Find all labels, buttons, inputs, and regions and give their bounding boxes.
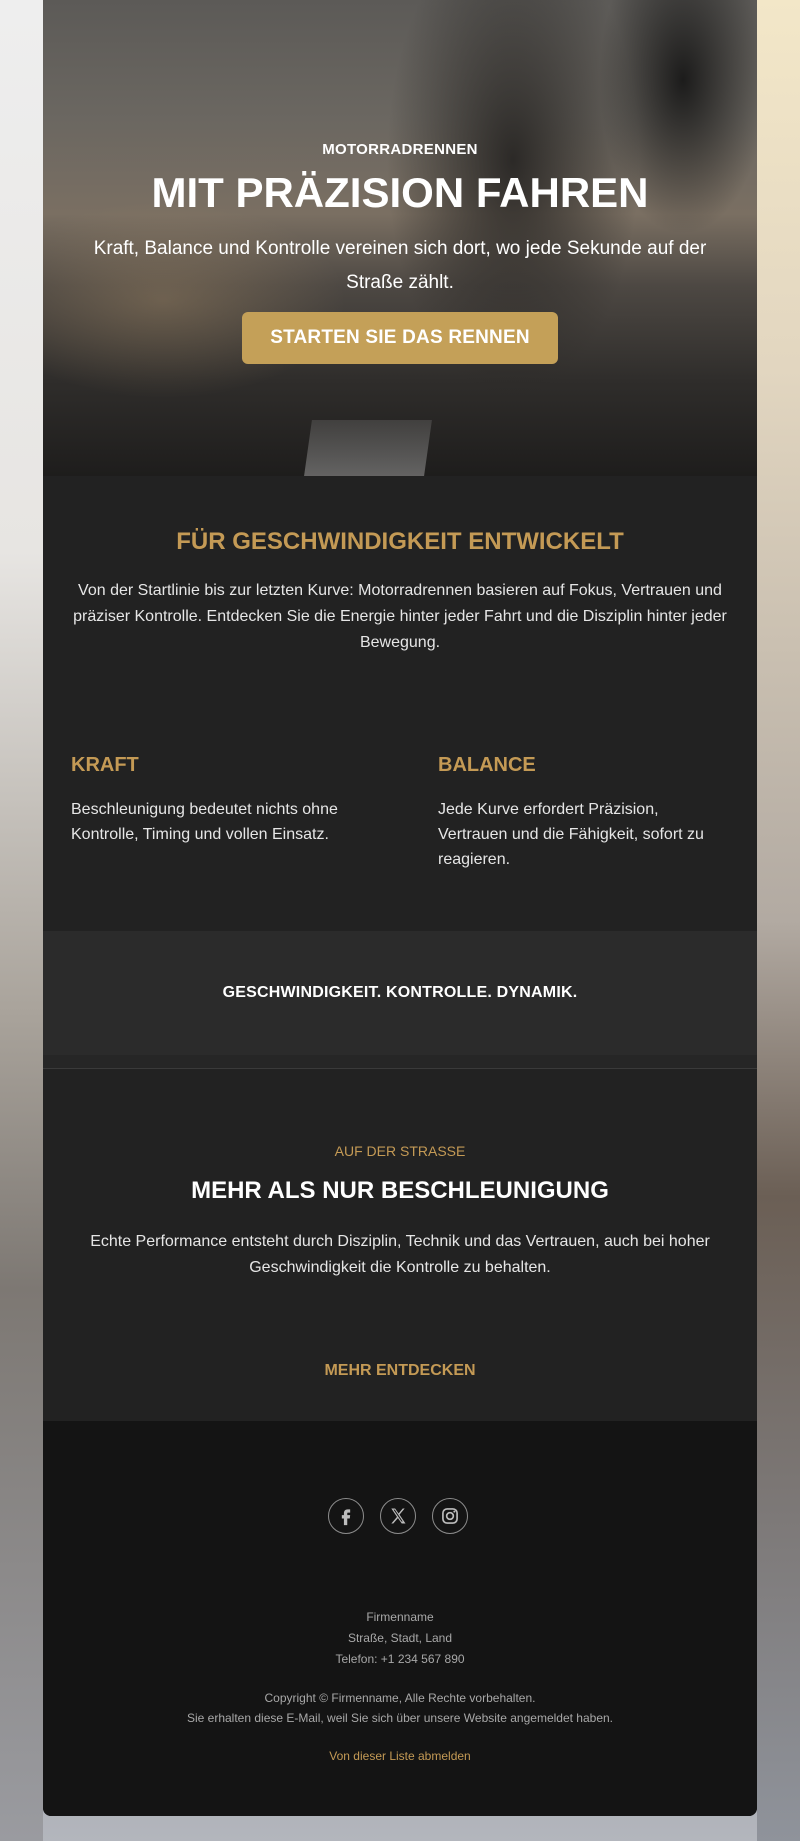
intro-title: FÜR GESCHWINDIGKEIT ENTWICKELT <box>176 528 624 555</box>
social-links <box>43 1498 757 1538</box>
company-address: Straße, Stadt, Land <box>347 1631 453 1645</box>
facebook-icon[interactable] <box>328 1498 364 1534</box>
discover-more-link[interactable]: MEHR ENTDECKEN <box>324 1362 476 1379</box>
hero-road-marking <box>304 420 432 476</box>
hero-text: Kraft, Balance und Kontrolle vereinen sich dort, wo jede Sekunde auf der Straße zählt. <box>93 238 707 294</box>
instagram-icon[interactable] <box>432 1498 468 1534</box>
x-icon[interactable] <box>380 1498 416 1534</box>
on-the-road-section <box>43 1069 757 1421</box>
hero-section <box>43 0 757 476</box>
hero-eyebrow: MOTORRADRENNEN <box>322 141 478 158</box>
hero-content <box>43 141 757 364</box>
feature-title: BALANCE <box>438 754 536 776</box>
subscription-reason: Sie erhalten diese E-Mail, weil Sie sich über unsere Website angemeldet haben. <box>186 1711 614 1725</box>
company-name: Firmenname <box>366 1610 434 1624</box>
email-container <box>43 0 757 1816</box>
footer <box>43 1421 757 1816</box>
divider <box>43 1055 757 1069</box>
copyright-text: Copyright © Firmenname, Alle Rechte vorbehalten. <box>264 1691 536 1705</box>
company-info <box>43 1607 757 1670</box>
company-phone: Telefon: +1 234 567 890 <box>335 1652 465 1666</box>
feature-column-balance <box>438 754 728 872</box>
feature-columns <box>43 754 757 931</box>
background-right <box>757 0 800 1841</box>
feature-column-power <box>71 754 361 847</box>
section-text: Echte Performance entsteht durch Disziplin, Technik und das Vertrauen, auch bei hoher Geschwindigkeit die Kontrolle zu behalten. <box>90 1233 710 1276</box>
feature-text: Beschleunigung bedeutet nichts ohne Kontrolle, Timing und vollen Einsatz. <box>71 801 338 843</box>
legal-info <box>43 1688 757 1728</box>
section-title: MEHR ALS NUR BESCHLEUNIGUNG <box>191 1177 609 1204</box>
start-race-button[interactable]: STARTEN SIE DAS RENNEN <box>242 312 558 364</box>
feature-title: KRAFT <box>71 754 139 776</box>
intro-text: Von der Startlinie bis zur letzten Kurve: Motorradrennen basieren auf Fokus, Vertrauen und präziser Kontrolle. Entdecken Sie die Energie hinter jeder Fahrt und die Disziplin hinter jeder Bewegung. <box>73 582 727 651</box>
background-left <box>0 0 43 1841</box>
unsubscribe-link[interactable]: Von dieser Liste abmelden <box>329 1749 471 1763</box>
tagline-band: GESCHWINDIGKEIT. KONTROLLE. DYNAMIK. <box>43 931 757 1055</box>
feature-text: Jede Kurve erfordert Präzision, Vertrauen und die Fähigkeit, sofort zu reagieren. <box>438 801 704 868</box>
hero-title: MIT PRÄZISION FAHREN <box>151 169 649 216</box>
section-eyebrow: AUF DER STRASSE <box>334 1143 466 1159</box>
